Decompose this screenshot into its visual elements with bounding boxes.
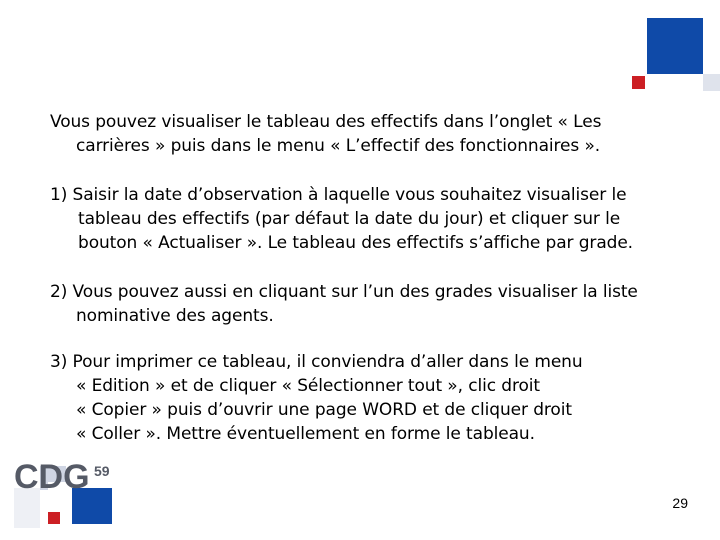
step-2-paragraph bbox=[50, 280, 690, 328]
step-1-line-1: 1) Saisir la date d’observation à laquelle vous souhaitez visualiser le bbox=[50, 185, 627, 205]
step-3-line-1: 3) Pour imprimer ce tableau, il conviendra d’aller dans le menu bbox=[50, 352, 583, 372]
step-1-line-3: bouton « Actualiser ». Le tableau des effectifs s’affiche par grade. bbox=[78, 233, 633, 253]
intro-line-2: carrières » puis dans le menu « L’effectif des fonctionnaires ». bbox=[76, 136, 601, 156]
decorative-blue-square bbox=[647, 18, 703, 74]
step-2-line-2: nominative des agents. bbox=[76, 306, 274, 326]
step-2-line-1: 2) Vous pouvez aussi en cliquant sur l’un des grades visualiser la liste bbox=[50, 282, 638, 302]
cdg59-logo bbox=[12, 458, 122, 532]
step-3-paragraph bbox=[50, 350, 690, 446]
decorative-red-square bbox=[632, 76, 645, 89]
step-3-line-2: « Edition » et de cliquer « Sélectionner tout », clic droit bbox=[76, 376, 540, 396]
logo-superscript: 59 bbox=[94, 463, 110, 479]
step-1-paragraph bbox=[50, 183, 690, 255]
intro-paragraph bbox=[50, 110, 690, 158]
page-number: 29 bbox=[672, 495, 688, 511]
intro-line-1: Vous pouvez visualiser le tableau des effectifs dans l’onglet « Les bbox=[50, 112, 602, 132]
decorative-light-square bbox=[703, 74, 720, 91]
step-1-line-2: tableau des effectifs (par défaut la date du jour) et cliquer sur le bbox=[78, 209, 621, 229]
cdg59-logo-graphic bbox=[12, 458, 122, 532]
logo-text: CDG bbox=[14, 458, 90, 496]
logo-red-square bbox=[48, 512, 60, 524]
step-3-line-3: « Copier » puis d’ouvrir une page WORD et de cliquer droit bbox=[76, 400, 572, 420]
step-3-line-4: « Coller ». Mettre éventuellement en forme le tableau. bbox=[76, 424, 535, 444]
